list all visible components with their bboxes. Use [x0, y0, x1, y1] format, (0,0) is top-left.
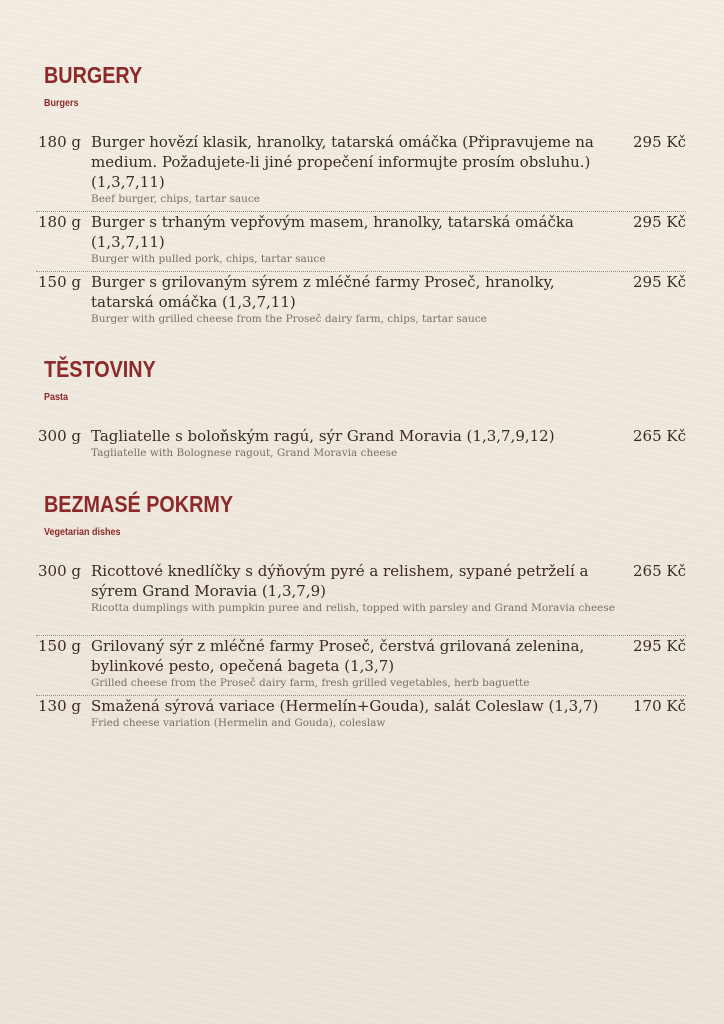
item-weight: 180 g — [37, 213, 81, 231]
item-name: Burger hovězí klasik, hranolky, tatarská omáčka (Připravujeme na medium. Požadujete-li jiné propečení informujte prosím obsluhu.) (1,3,7,11) — [91, 133, 594, 191]
item-price: 265 Kč — [632, 562, 686, 580]
item-description: Ricotta dumplings with pumpkin puree and relish, topped with parsley and Grand Moravia cheese — [91, 602, 616, 614]
section-subtitle: Pasta — [44, 392, 69, 403]
item-name: Smažená sýrová variace (Hermelín+Gouda), salát Coleslaw (1,3,7) — [91, 697, 599, 715]
item-price: 170 Kč — [632, 697, 686, 715]
item-name: Ricottové knedlíčky s dýňovým pyré a relishem, sypané petrželí a sýrem Grand Moravia (1,3,7,9) — [91, 562, 589, 600]
menu-item — [36, 695, 686, 734]
item-description: Grilled cheese from the Proseč dairy farm, fresh grilled vegetables, herb baguette — [91, 677, 530, 689]
item-description: Fried cheese variation (Hermelin and Gouda), coleslaw — [91, 717, 386, 729]
section-title: BURGERY — [44, 62, 143, 88]
item-name: Burger s grilovaným sýrem z mléčné farmy Proseč, hranolky, tatarská omáčka (1,3,7,11) — [91, 273, 555, 311]
item-weight: 150 g — [37, 273, 81, 291]
item-price: 265 Kč — [632, 427, 686, 445]
item-weight: 300 g — [37, 562, 81, 580]
item-price: 295 Kč — [632, 133, 686, 151]
item-description: Beef burger, chips, tartar sauce — [91, 193, 260, 205]
item-weight: 150 g — [37, 637, 81, 655]
menu-item — [36, 561, 686, 633]
menu-item — [36, 271, 686, 330]
menu-item — [36, 635, 686, 694]
item-weight: 180 g — [37, 133, 81, 151]
item-description: Burger with pulled pork, chips, tartar sauce — [91, 253, 326, 265]
item-price: 295 Kč — [632, 213, 686, 231]
section-title: BEZMASÉ POKRMY — [44, 491, 234, 517]
section-title: TĚSTOVINY — [44, 356, 156, 382]
item-name: Tagliatelle s boloňským ragú, sýr Grand Moravia (1,3,7,9,12) — [91, 427, 555, 445]
item-name: Burger s trhaným vepřovým masem, hranolky, tatarská omáčka (1,3,7,11) — [91, 213, 574, 251]
item-price: 295 Kč — [632, 273, 686, 291]
menu-item — [36, 426, 686, 464]
item-weight: 300 g — [37, 427, 81, 445]
item-price: 295 Kč — [632, 637, 686, 655]
item-name: Grilovaný sýr z mléčné farmy Proseč, čerstvá grilovaná zelenina, bylinkové pesto, opečená bageta (1,3,7) — [91, 637, 585, 675]
item-weight: 130 g — [37, 697, 81, 715]
section-subtitle: Vegetarian dishes — [44, 527, 121, 538]
menu-item — [36, 132, 686, 210]
item-description: Burger with grilled cheese from the Proseč dairy farm, chips, tartar sauce — [91, 313, 487, 325]
item-description: Tagliatelle with Bolognese ragout, Grand Moravia cheese — [91, 447, 398, 459]
menu-item — [36, 211, 686, 270]
section-subtitle: Burgers — [44, 98, 79, 109]
